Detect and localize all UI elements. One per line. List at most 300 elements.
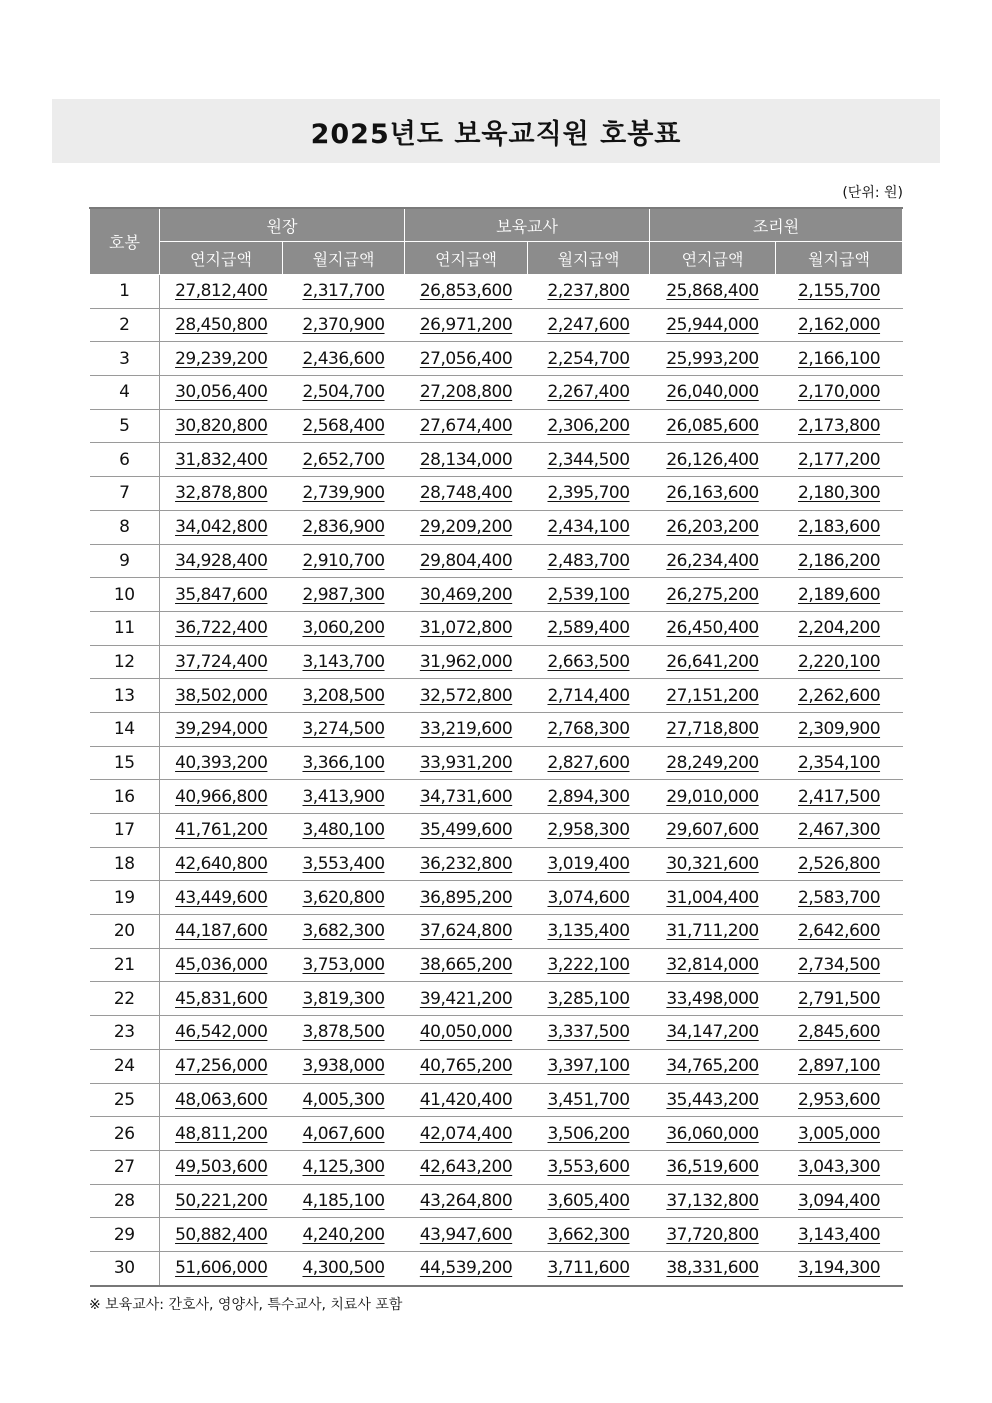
salary-table <box>89 207 903 1287</box>
annual-amount-cell <box>405 611 528 645</box>
monthly-amount-cell <box>776 881 903 915</box>
annual-amount-cell <box>650 308 776 342</box>
header-group-director: 원장 <box>160 208 405 242</box>
step-cell: 21 <box>90 948 160 982</box>
step-cell: 29 <box>90 1218 160 1252</box>
annual-amount-cell <box>405 477 528 511</box>
amount-value: 32,572,800 <box>419 685 513 706</box>
annual-amount-cell <box>405 982 528 1016</box>
amount-value: 2,714,400 <box>547 685 630 706</box>
monthly-amount-cell <box>528 1049 650 1083</box>
monthly-amount-cell <box>528 746 650 780</box>
amount-value: 2,467,300 <box>798 820 881 841</box>
header-annual: 연지급액 <box>650 242 776 275</box>
amount-value: 36,895,200 <box>419 887 513 908</box>
table-row <box>90 645 903 679</box>
amount-value: 2,170,000 <box>798 382 881 403</box>
table-row <box>90 510 903 544</box>
amount-value: 2,180,300 <box>798 483 881 504</box>
monthly-amount-cell <box>528 645 650 679</box>
annual-amount-cell <box>160 1184 283 1218</box>
annual-amount-cell <box>650 544 776 578</box>
amount-value: 3,620,800 <box>302 887 385 908</box>
amount-value: 37,624,800 <box>419 921 513 942</box>
amount-value: 37,132,800 <box>666 1190 759 1211</box>
annual-amount-cell <box>405 443 528 477</box>
monthly-amount-cell <box>283 1016 405 1050</box>
table-row <box>90 847 903 881</box>
annual-amount-cell <box>160 376 283 410</box>
monthly-amount-cell <box>528 1184 650 1218</box>
annual-amount-cell <box>160 1150 283 1184</box>
header-annual: 연지급액 <box>405 242 528 275</box>
amount-value: 3,274,500 <box>302 719 385 740</box>
amount-value: 2,894,300 <box>547 786 630 807</box>
annual-amount-cell <box>405 1083 528 1117</box>
monthly-amount-cell <box>776 679 903 713</box>
monthly-amount-cell <box>528 948 650 982</box>
amount-value: 2,166,100 <box>798 348 881 369</box>
amount-value: 50,882,400 <box>175 1224 268 1245</box>
header-monthly: 월지급액 <box>528 242 650 275</box>
annual-amount-cell <box>650 1117 776 1151</box>
amount-value: 34,928,400 <box>175 550 268 571</box>
monthly-amount-cell <box>776 1218 903 1252</box>
monthly-amount-cell <box>283 275 405 309</box>
amount-value: 31,004,400 <box>666 887 759 908</box>
amount-value: 4,125,300 <box>302 1157 385 1178</box>
step-cell: 3 <box>90 342 160 376</box>
amount-value: 2,589,400 <box>547 618 630 639</box>
amount-value: 35,499,600 <box>419 820 513 841</box>
annual-amount-cell <box>160 1218 283 1252</box>
monthly-amount-cell <box>283 712 405 746</box>
step-cell: 2 <box>90 308 160 342</box>
amount-value: 30,469,200 <box>419 584 513 605</box>
table-row <box>90 342 903 376</box>
header-group-cook: 조리원 <box>650 208 903 242</box>
amount-value: 26,203,200 <box>666 517 759 538</box>
amount-value: 2,526,800 <box>798 854 881 875</box>
table-row <box>90 443 903 477</box>
monthly-amount-cell <box>283 510 405 544</box>
step-cell: 27 <box>90 1150 160 1184</box>
amount-value: 2,177,200 <box>798 449 881 470</box>
amount-value: 51,606,000 <box>175 1258 268 1279</box>
table-row <box>90 1049 903 1083</box>
table-row <box>90 814 903 848</box>
amount-value: 33,931,200 <box>419 752 513 773</box>
annual-amount-cell <box>650 443 776 477</box>
step-cell: 5 <box>90 409 160 443</box>
amount-value: 4,005,300 <box>302 1089 385 1110</box>
monthly-amount-cell <box>528 1251 650 1285</box>
amount-value: 2,953,600 <box>798 1089 881 1110</box>
monthly-amount-cell <box>283 948 405 982</box>
amount-value: 45,036,000 <box>175 955 268 976</box>
amount-value: 3,019,400 <box>547 854 630 875</box>
annual-amount-cell <box>405 814 528 848</box>
annual-amount-cell <box>405 409 528 443</box>
amount-value: 26,040,000 <box>666 382 759 403</box>
annual-amount-cell <box>160 814 283 848</box>
step-cell: 16 <box>90 780 160 814</box>
annual-amount-cell <box>405 780 528 814</box>
amount-value: 48,811,200 <box>175 1123 268 1144</box>
annual-amount-cell <box>650 1251 776 1285</box>
annual-amount-cell <box>405 544 528 578</box>
annual-amount-cell <box>160 948 283 982</box>
annual-amount-cell <box>405 1049 528 1083</box>
amount-value: 3,060,200 <box>302 618 385 639</box>
monthly-amount-cell <box>283 544 405 578</box>
annual-amount-cell <box>650 578 776 612</box>
amount-value: 3,194,300 <box>798 1258 881 1279</box>
step-cell: 19 <box>90 881 160 915</box>
amount-value: 26,971,200 <box>419 315 513 336</box>
amount-value: 38,331,600 <box>666 1258 759 1279</box>
annual-amount-cell <box>650 376 776 410</box>
monthly-amount-cell <box>283 915 405 949</box>
amount-value: 40,966,800 <box>175 786 268 807</box>
monthly-amount-cell <box>283 1150 405 1184</box>
annual-amount-cell <box>160 1016 283 1050</box>
annual-amount-cell <box>650 1184 776 1218</box>
amount-value: 2,306,200 <box>547 416 630 437</box>
annual-amount-cell <box>160 915 283 949</box>
amount-value: 3,938,000 <box>302 1056 385 1077</box>
annual-amount-cell <box>405 1184 528 1218</box>
step-cell: 18 <box>90 847 160 881</box>
amount-value: 43,264,800 <box>419 1190 513 1211</box>
amount-value: 3,451,700 <box>547 1089 630 1110</box>
amount-value: 26,234,400 <box>666 550 759 571</box>
step-cell: 20 <box>90 915 160 949</box>
annual-amount-cell <box>650 881 776 915</box>
step-cell: 25 <box>90 1083 160 1117</box>
amount-value: 35,847,600 <box>175 584 268 605</box>
monthly-amount-cell <box>528 712 650 746</box>
amount-value: 3,143,700 <box>302 651 385 672</box>
annual-amount-cell <box>405 1150 528 1184</box>
amount-value: 34,731,600 <box>419 786 513 807</box>
amount-value: 25,993,200 <box>666 348 759 369</box>
unit-label: (단위: 원) <box>842 185 903 201</box>
amount-value: 2,897,100 <box>798 1056 881 1077</box>
annual-amount-cell <box>650 915 776 949</box>
monthly-amount-cell <box>283 578 405 612</box>
monthly-amount-cell <box>283 376 405 410</box>
monthly-amount-cell <box>283 1251 405 1285</box>
amount-value: 40,050,000 <box>419 1022 513 1043</box>
amount-value: 26,163,600 <box>666 483 759 504</box>
amount-value: 2,436,600 <box>302 348 385 369</box>
step-cell: 12 <box>90 645 160 679</box>
amount-value: 2,504,700 <box>302 382 385 403</box>
amount-value: 47,256,000 <box>175 1056 268 1077</box>
amount-value: 2,370,900 <box>302 315 385 336</box>
amount-value: 4,185,100 <box>302 1190 385 1211</box>
amount-value: 3,753,000 <box>302 955 385 976</box>
annual-amount-cell <box>160 1117 283 1151</box>
amount-value: 33,498,000 <box>666 988 759 1009</box>
amount-value: 36,232,800 <box>419 854 513 875</box>
monthly-amount-cell <box>283 1049 405 1083</box>
step-cell: 26 <box>90 1117 160 1151</box>
amount-value: 3,285,100 <box>547 988 630 1009</box>
amount-value: 2,642,600 <box>798 921 881 942</box>
monthly-amount-cell <box>528 1150 650 1184</box>
annual-amount-cell <box>650 847 776 881</box>
amount-value: 2,568,400 <box>302 416 385 437</box>
amount-value: 3,135,400 <box>547 921 630 942</box>
monthly-amount-cell <box>283 611 405 645</box>
table-row <box>90 915 903 949</box>
amount-value: 25,944,000 <box>666 315 759 336</box>
amount-value: 42,640,800 <box>175 854 268 875</box>
annual-amount-cell <box>160 578 283 612</box>
amount-value: 28,450,800 <box>175 315 268 336</box>
monthly-amount-cell <box>283 881 405 915</box>
table-row <box>90 881 903 915</box>
step-cell: 14 <box>90 712 160 746</box>
amount-value: 41,420,400 <box>419 1089 513 1110</box>
amount-value: 36,519,600 <box>666 1157 759 1178</box>
amount-value: 2,162,000 <box>798 315 881 336</box>
annual-amount-cell <box>405 881 528 915</box>
amount-value: 2,267,400 <box>547 382 630 403</box>
amount-value: 27,674,400 <box>419 416 513 437</box>
annual-amount-cell <box>650 611 776 645</box>
monthly-amount-cell <box>776 578 903 612</box>
monthly-amount-cell <box>528 915 650 949</box>
annual-amount-cell <box>405 915 528 949</box>
annual-amount-cell <box>650 1049 776 1083</box>
monthly-amount-cell <box>776 1117 903 1151</box>
amount-value: 37,720,800 <box>666 1224 759 1245</box>
amount-value: 28,249,200 <box>666 752 759 773</box>
amount-value: 38,502,000 <box>175 685 268 706</box>
annual-amount-cell <box>405 1016 528 1050</box>
annual-amount-cell <box>405 847 528 881</box>
monthly-amount-cell <box>528 510 650 544</box>
amount-value: 48,063,600 <box>175 1089 268 1110</box>
annual-amount-cell <box>405 712 528 746</box>
monthly-amount-cell <box>283 746 405 780</box>
table-row <box>90 1150 903 1184</box>
amount-value: 31,832,400 <box>175 449 268 470</box>
amount-value: 28,748,400 <box>419 483 513 504</box>
annual-amount-cell <box>160 611 283 645</box>
annual-amount-cell <box>405 1251 528 1285</box>
amount-value: 2,434,100 <box>547 517 630 538</box>
annual-amount-cell <box>405 275 528 309</box>
monthly-amount-cell <box>528 544 650 578</box>
annual-amount-cell <box>160 881 283 915</box>
step-cell: 10 <box>90 578 160 612</box>
amount-value: 3,413,900 <box>302 786 385 807</box>
monthly-amount-cell <box>776 982 903 1016</box>
step-cell: 30 <box>90 1251 160 1285</box>
amount-value: 2,395,700 <box>547 483 630 504</box>
amount-value: 3,682,300 <box>302 921 385 942</box>
monthly-amount-cell <box>776 376 903 410</box>
amount-value: 3,711,600 <box>547 1258 630 1279</box>
monthly-amount-cell <box>776 1016 903 1050</box>
monthly-amount-cell <box>528 679 650 713</box>
amount-value: 3,553,600 <box>547 1157 630 1178</box>
annual-amount-cell <box>160 544 283 578</box>
annual-amount-cell <box>160 275 283 309</box>
monthly-amount-cell <box>776 510 903 544</box>
table-row <box>90 578 903 612</box>
monthly-amount-cell <box>283 477 405 511</box>
monthly-amount-cell <box>776 477 903 511</box>
amount-value: 2,987,300 <box>302 584 385 605</box>
step-cell: 8 <box>90 510 160 544</box>
amount-value: 2,317,700 <box>302 281 385 302</box>
amount-value: 29,607,600 <box>666 820 759 841</box>
annual-amount-cell <box>160 1083 283 1117</box>
annual-amount-cell <box>405 308 528 342</box>
table-row <box>90 275 903 309</box>
step-cell: 17 <box>90 814 160 848</box>
amount-value: 29,010,000 <box>666 786 759 807</box>
amount-value: 42,074,400 <box>419 1123 513 1144</box>
header-monthly: 월지급액 <box>283 242 405 275</box>
annual-amount-cell <box>650 1218 776 1252</box>
amount-value: 26,275,200 <box>666 584 759 605</box>
annual-amount-cell <box>160 308 283 342</box>
monthly-amount-cell <box>776 746 903 780</box>
amount-value: 2,734,500 <box>798 955 881 976</box>
amount-value: 27,056,400 <box>419 348 513 369</box>
amount-value: 3,605,400 <box>547 1190 630 1211</box>
annual-amount-cell <box>405 1218 528 1252</box>
table-row <box>90 544 903 578</box>
amount-value: 26,450,400 <box>666 618 759 639</box>
monthly-amount-cell <box>528 1117 650 1151</box>
monthly-amount-cell <box>776 814 903 848</box>
amount-value: 3,662,300 <box>547 1224 630 1245</box>
annual-amount-cell <box>650 409 776 443</box>
monthly-amount-cell <box>283 443 405 477</box>
amount-value: 2,910,700 <box>302 550 385 571</box>
header-monthly: 월지급액 <box>776 242 903 275</box>
annual-amount-cell <box>160 510 283 544</box>
footnote: ※ 보육교사: 간호사, 영양사, 특수교사, 치료사 포함 <box>89 1297 403 1313</box>
monthly-amount-cell <box>528 477 650 511</box>
amount-value: 31,711,200 <box>666 921 759 942</box>
monthly-amount-cell <box>776 611 903 645</box>
amount-value: 3,366,100 <box>302 752 385 773</box>
amount-value: 2,189,600 <box>798 584 881 605</box>
annual-amount-cell <box>650 1016 776 1050</box>
annual-amount-cell <box>650 477 776 511</box>
step-cell: 13 <box>90 679 160 713</box>
amount-value: 3,480,100 <box>302 820 385 841</box>
annual-amount-cell <box>405 578 528 612</box>
table-row <box>90 712 903 746</box>
amount-value: 2,247,600 <box>547 315 630 336</box>
amount-value: 29,239,200 <box>175 348 268 369</box>
amount-value: 2,791,500 <box>798 988 881 1009</box>
amount-value: 3,397,100 <box>547 1056 630 1077</box>
monthly-amount-cell <box>283 847 405 881</box>
amount-value: 29,804,400 <box>419 550 513 571</box>
annual-amount-cell <box>160 847 283 881</box>
step-cell: 9 <box>90 544 160 578</box>
monthly-amount-cell <box>528 275 650 309</box>
annual-amount-cell <box>160 1049 283 1083</box>
monthly-amount-cell <box>776 342 903 376</box>
annual-amount-cell <box>405 510 528 544</box>
annual-amount-cell <box>405 746 528 780</box>
amount-value: 2,183,600 <box>798 517 881 538</box>
amount-value: 2,354,100 <box>798 752 881 773</box>
monthly-amount-cell <box>283 1184 405 1218</box>
amount-value: 2,768,300 <box>547 719 630 740</box>
amount-value: 2,827,600 <box>547 752 630 773</box>
table-row <box>90 376 903 410</box>
step-cell: 11 <box>90 611 160 645</box>
header-annual: 연지급액 <box>160 242 283 275</box>
amount-value: 2,663,500 <box>547 651 630 672</box>
monthly-amount-cell <box>776 712 903 746</box>
table-row <box>90 679 903 713</box>
annual-amount-cell <box>650 814 776 848</box>
amount-value: 3,337,500 <box>547 1022 630 1043</box>
amount-value: 2,309,900 <box>798 719 881 740</box>
amount-value: 26,641,200 <box>666 651 759 672</box>
table-row <box>90 1251 903 1285</box>
amount-value: 3,506,200 <box>547 1123 630 1144</box>
monthly-amount-cell <box>776 275 903 309</box>
annual-amount-cell <box>405 948 528 982</box>
amount-value: 2,652,700 <box>302 449 385 470</box>
monthly-amount-cell <box>283 409 405 443</box>
amount-value: 2,254,700 <box>547 348 630 369</box>
table-row <box>90 982 903 1016</box>
amount-value: 26,085,600 <box>666 416 759 437</box>
step-cell: 7 <box>90 477 160 511</box>
annual-amount-cell <box>160 780 283 814</box>
monthly-amount-cell <box>528 342 650 376</box>
monthly-amount-cell <box>776 409 903 443</box>
amount-value: 25,868,400 <box>666 281 759 302</box>
amount-value: 3,005,000 <box>798 1123 881 1144</box>
amount-value: 3,143,400 <box>798 1224 881 1245</box>
amount-value: 32,814,000 <box>666 955 759 976</box>
monthly-amount-cell <box>528 308 650 342</box>
header-step: 호봉 <box>90 208 160 275</box>
amount-value: 44,539,200 <box>419 1258 513 1279</box>
amount-value: 31,072,800 <box>419 618 513 639</box>
table-row <box>90 308 903 342</box>
amount-value: 2,155,700 <box>798 281 881 302</box>
amount-value: 46,542,000 <box>175 1022 268 1043</box>
amount-value: 2,173,800 <box>798 416 881 437</box>
monthly-amount-cell <box>776 948 903 982</box>
annual-amount-cell <box>160 342 283 376</box>
annual-amount-cell <box>650 982 776 1016</box>
amount-value: 27,718,800 <box>666 719 759 740</box>
amount-value: 2,204,200 <box>798 618 881 639</box>
amount-value: 30,820,800 <box>175 416 268 437</box>
annual-amount-cell <box>160 1251 283 1285</box>
table-row <box>90 1083 903 1117</box>
amount-value: 32,878,800 <box>175 483 268 504</box>
